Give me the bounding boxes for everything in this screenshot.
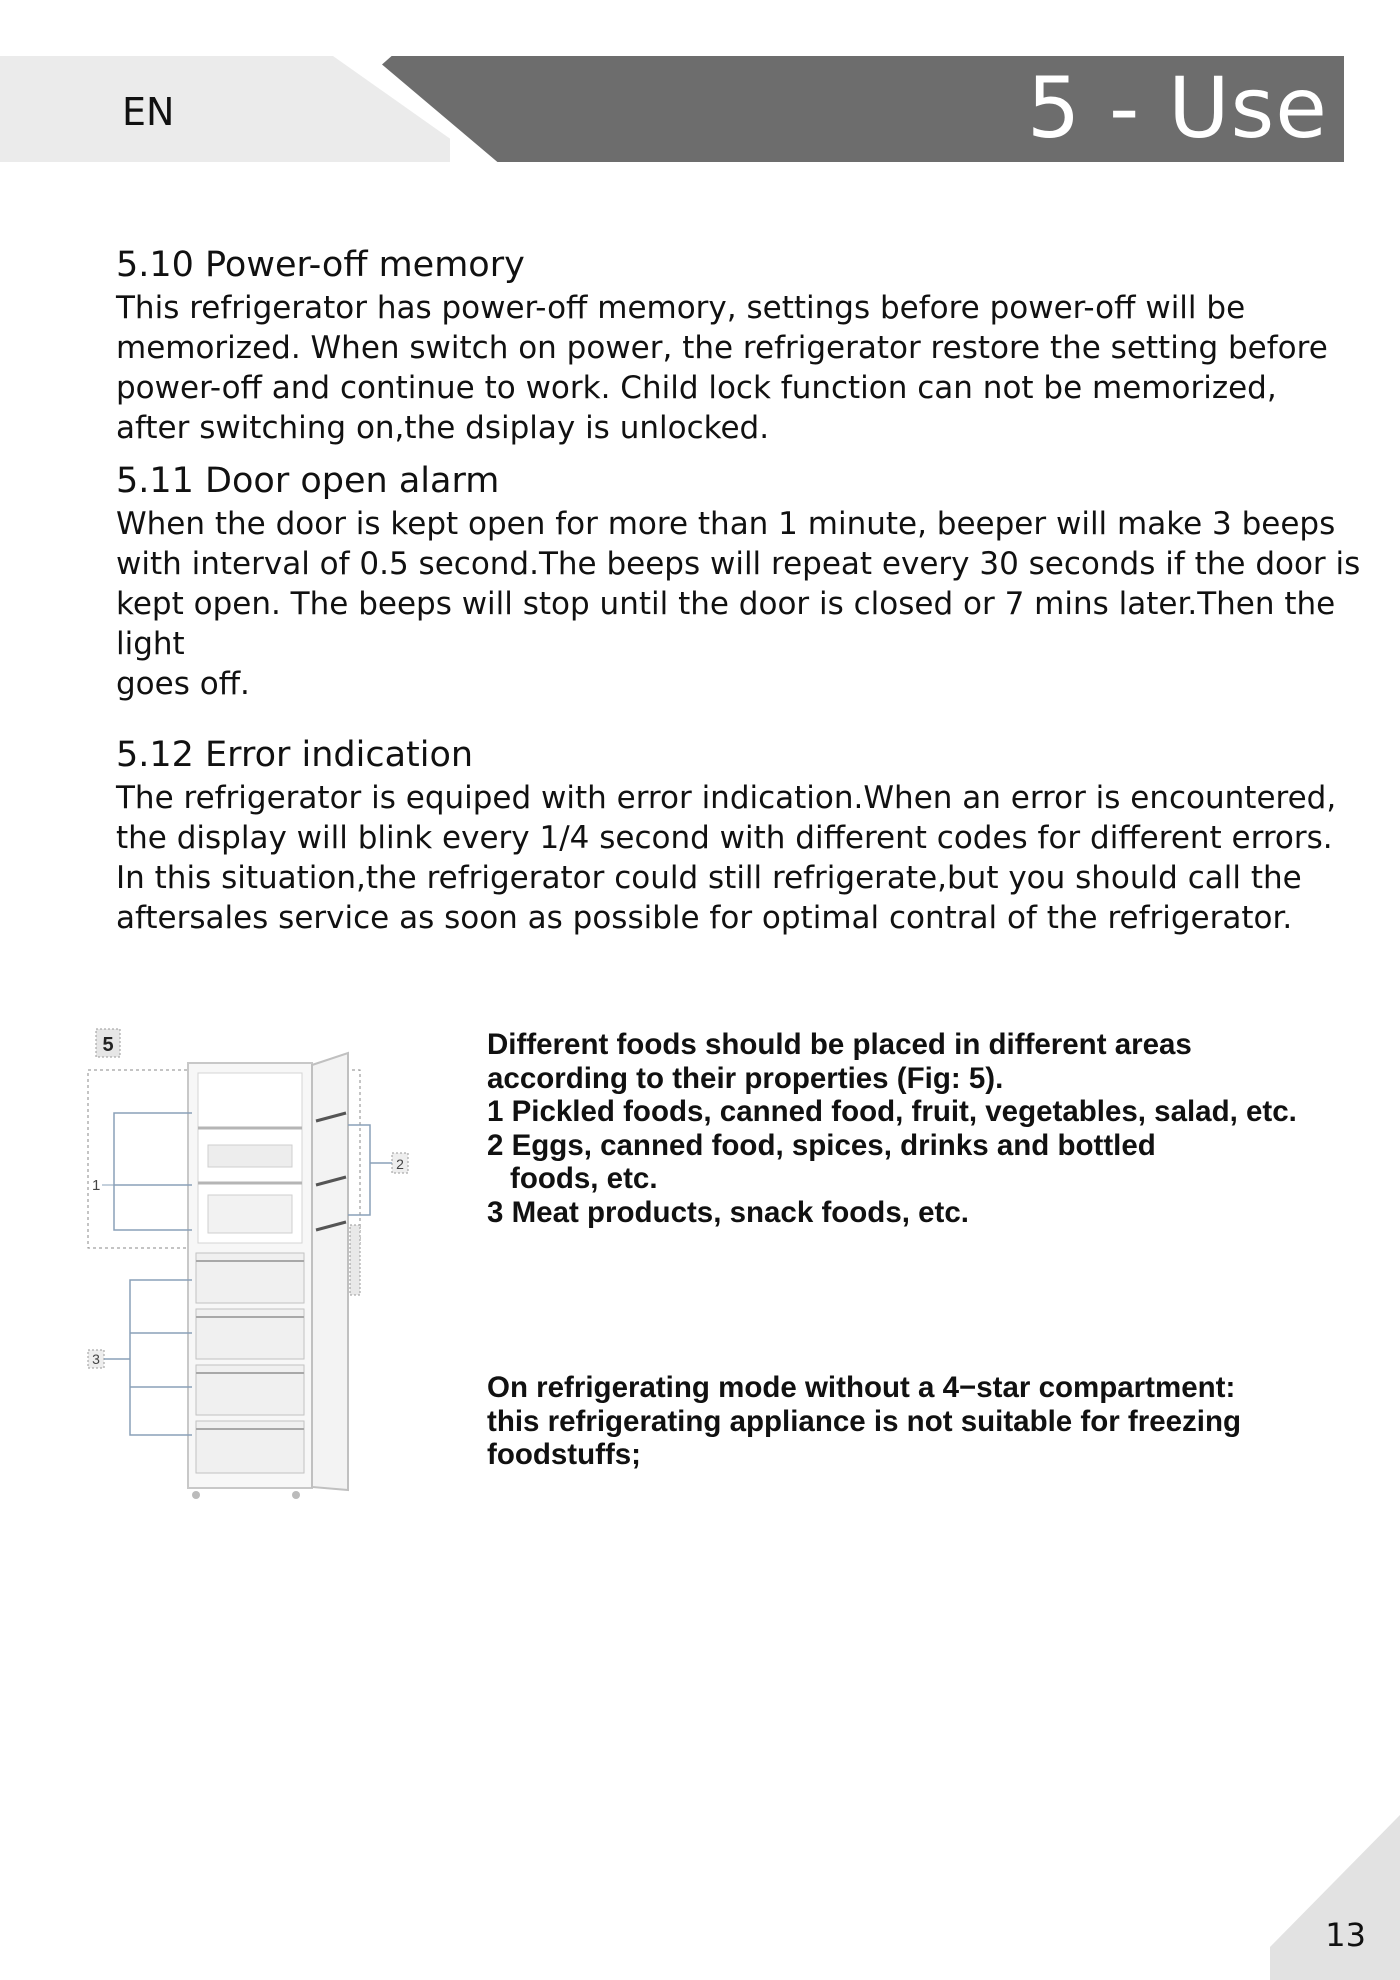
page-number: 13	[1325, 1916, 1366, 1954]
callout-line	[130, 1280, 192, 1435]
foot	[192, 1491, 200, 1499]
refrigerator-figure	[80, 1025, 420, 1510]
text-line: the display will blink every 1/4 second with different codes for different errors.	[116, 820, 1333, 856]
heading-power-off-memory: 5.10 Power-off memory	[116, 245, 525, 285]
callout-label-3: 3	[92, 1351, 100, 1367]
section-title: 5 - Use	[1026, 59, 1328, 157]
text-line: after switching on,the dsiplay is unlocked.	[116, 410, 770, 446]
text-line: power-off and continue to work. Child lock function can not be memorized,	[116, 370, 1277, 406]
door-handle	[350, 1225, 360, 1295]
text-line: The refrigerator is equiped with error indication.When an error is encountered,	[116, 780, 1337, 816]
text-line: this refrigerating appliance is not suitable for freezing	[487, 1404, 1242, 1438]
list-item-2-continued: foods, etc.	[510, 1162, 658, 1195]
callout-line	[114, 1113, 192, 1230]
language-code: EN	[122, 90, 175, 134]
callout-label-2: 2	[396, 1156, 404, 1172]
page-corner-tab	[1270, 1815, 1400, 1980]
text-line: When the door is kept open for more than 1 minute, beeper will make 3 beeps	[116, 506, 1336, 542]
crisper-box	[208, 1195, 292, 1233]
text-line: according to their properties (Fig: 5).	[487, 1061, 1004, 1095]
text-line: kept open. The beeps will stop until the door is closed or 7 mins later.Then the light	[116, 586, 1336, 662]
text-line: with interval of 0.5 second.The beeps will repeat every 30 seconds if the door is	[116, 546, 1361, 582]
paragraph-door-open-alarm	[116, 504, 1361, 704]
shelf-item	[208, 1145, 292, 1167]
text-line: goes off.	[116, 666, 250, 702]
list-item-3: 3 Meat products, snack foods, etc.	[487, 1195, 969, 1229]
text-line: Different foods should be placed in different areas	[487, 1028, 1192, 1061]
figure-number: 5	[102, 1034, 114, 1056]
text-line: On refrigerating mode without a 4−star compartment:	[487, 1371, 1236, 1404]
paragraph-error-indication	[116, 778, 1361, 938]
header-tab-light	[0, 56, 450, 162]
paragraph-power-off-memory	[116, 288, 1361, 448]
callout-label-1: 1	[92, 1177, 101, 1194]
food-placement-text	[487, 1028, 1397, 1472]
text-line: aftersales service as soon as possible for optimal contral of the refrigerator.	[116, 900, 1293, 936]
callout-line	[348, 1125, 370, 1215]
refrigerating-mode-note	[487, 1371, 1397, 1472]
text-line: In this situation,the refrigerator could still refrigerate,but you should call the	[116, 860, 1302, 896]
foot	[292, 1491, 300, 1499]
text-line: memorized. When switch on power, the refrigerator restore the setting before	[116, 330, 1328, 366]
refrigerator-diagram	[80, 1025, 420, 1510]
heading-door-open-alarm: 5.11 Door open alarm	[116, 461, 500, 501]
heading-error-indication: 5.12 Error indication	[116, 735, 474, 775]
text-line: This refrigerator has power-off memory, settings before power-off will be	[116, 290, 1246, 326]
text-line: foodstuffs;	[487, 1438, 642, 1471]
main-content	[116, 242, 1361, 938]
list-item-1: 1 Pickled foods, canned food, fruit, vegetables, salad, etc.	[487, 1095, 1297, 1128]
list-item-2: 2 Eggs, canned food, spices, drinks and bottled	[487, 1128, 1156, 1162]
